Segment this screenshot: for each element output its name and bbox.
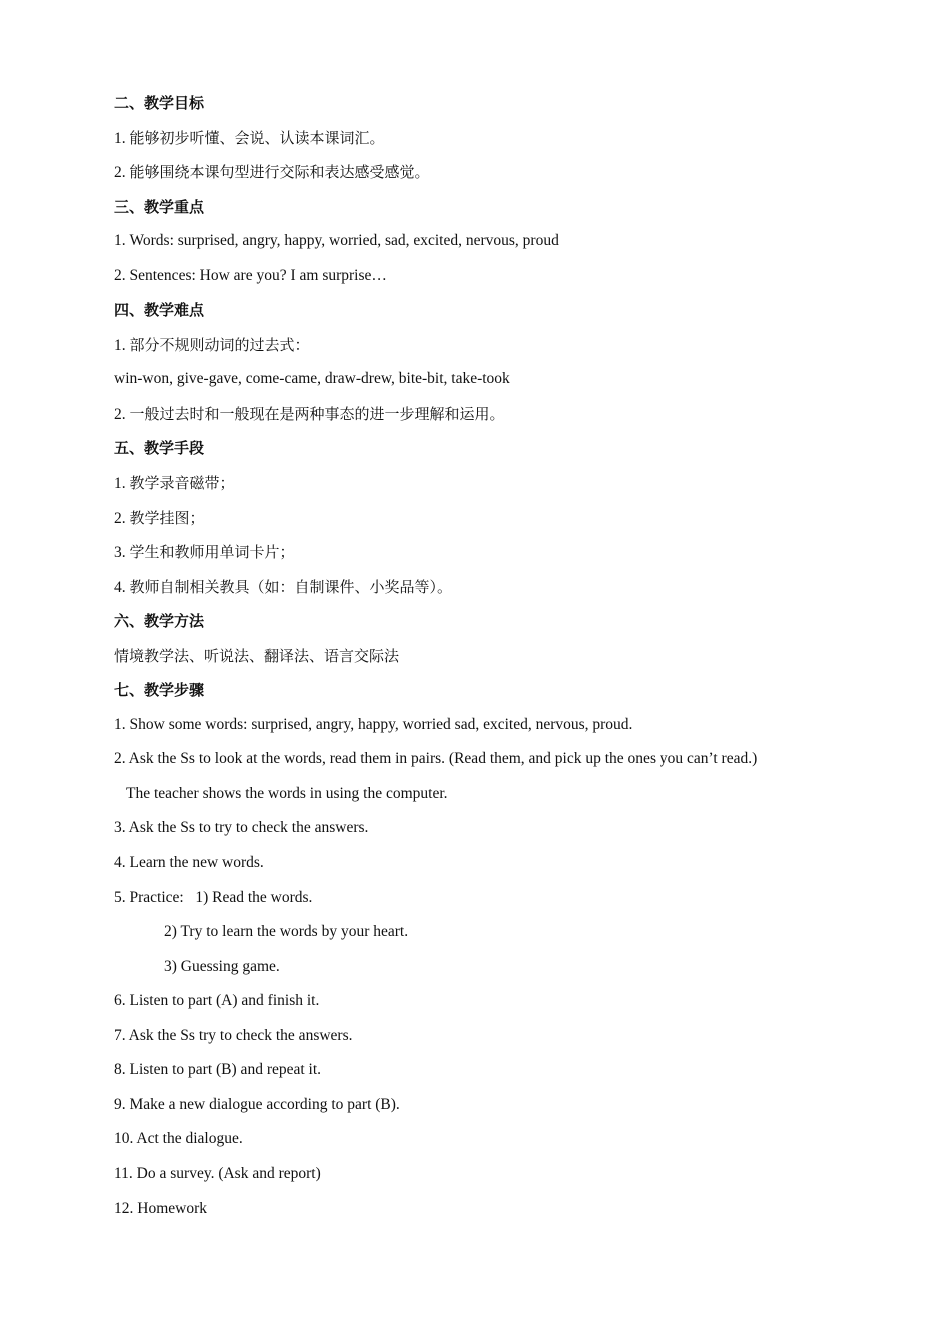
item-text: 能够初步听懂、会说、认读本课词汇。 [129, 128, 385, 147]
item-number: 3. [114, 544, 130, 562]
step-item: 1. Show some words: surprised, angry, happy, worried sad, excited, nervous, proud. [114, 715, 633, 733]
means-item [114, 540, 874, 575]
step-item: 8. Listen to part (B) and repeat it. [114, 1061, 322, 1079]
section-heading-steps: 七、教学步骤 [114, 681, 205, 700]
item-number: 2. [114, 164, 130, 182]
step-item: 5. Practice: 1) Read the words. [114, 888, 313, 906]
item-text: 部分不规则动词的过去式： [129, 335, 310, 354]
difficulty-item [114, 402, 874, 437]
step-item: 4. Learn the new words. [114, 854, 264, 872]
section-heading-means: 五、教学手段 [114, 439, 205, 458]
item-text: 教师自制相关教具（如：自制课件、小奖品等）。 [129, 577, 453, 596]
means-item [114, 506, 874, 541]
section-heading-key-points: 三、教学重点 [114, 197, 205, 216]
step-item: 6. Listen to part (A) and finish it. [114, 992, 320, 1010]
document-page [114, 91, 874, 1231]
section-heading-goals: 二、教学目标 [114, 94, 205, 112]
item-text: 情境教学法、听说法、翻译法、语言交际法 [114, 646, 400, 665]
item-text: 能够围绕本课句型进行交际和表达感受感觉。 [129, 163, 430, 182]
methods-text [114, 644, 874, 679]
item-text: Words: surprised, angry, happy, worried, sad, excited, nervous, proud [129, 232, 559, 250]
item-text: Sentences: How are you? I am surprise… [129, 266, 387, 284]
item-number: 2. [114, 405, 130, 423]
key-point-item [114, 264, 874, 299]
step-subitem: 2) Try to learn the words by your heart. [164, 923, 409, 941]
step-item: 9. Make a new dialogue according to part (B). [114, 1095, 400, 1113]
item-text: 教学录音磁带； [129, 474, 235, 493]
goal-item [114, 126, 874, 161]
step-item: 3. Ask the Ss to try to check the answers. [114, 819, 369, 837]
goal-item [114, 160, 874, 195]
difficulty-item [114, 333, 874, 368]
step-item: 10. Act the dialogue. [114, 1130, 243, 1148]
key-point-item [114, 229, 874, 264]
step-item: 12. Homework [114, 1199, 207, 1217]
irregular-verbs-list [114, 367, 874, 402]
item-number: 4. [114, 578, 130, 596]
item-number: 1. [114, 232, 130, 250]
item-number: 1. [114, 336, 130, 354]
section-heading-methods: 六、教学方法 [114, 612, 205, 631]
step-item: 11. Do a survey. (Ask and report) [114, 1164, 321, 1182]
item-text: win-won, give-gave, come-came, draw-drew, bite-bit, take-took [114, 370, 510, 388]
item-text: 学生和教师用单词卡片； [129, 543, 295, 562]
section-heading-difficulties: 四、教学难点 [114, 301, 205, 320]
step-subitem: 3) Guessing game. [164, 957, 280, 975]
means-item [114, 471, 874, 506]
item-text: 一般过去时和一般现在是两种事态的进一步理解和运用。 [129, 404, 505, 423]
item-text: 教学挂图； [129, 508, 205, 527]
means-item [114, 575, 874, 610]
step-item-continuation: The teacher shows the words in using the computer. [126, 784, 448, 802]
step-item: 2. Ask the Ss to look at the words, read them in pairs. (Read them, and pick up the ones you can’t read.) [114, 750, 758, 768]
item-number: 1. [114, 475, 130, 493]
step-item: 7. Ask the Ss try to check the answers. [114, 1026, 353, 1044]
item-number: 2. [114, 266, 130, 284]
item-number: 2. [114, 509, 130, 527]
item-number: 1. [114, 129, 130, 147]
